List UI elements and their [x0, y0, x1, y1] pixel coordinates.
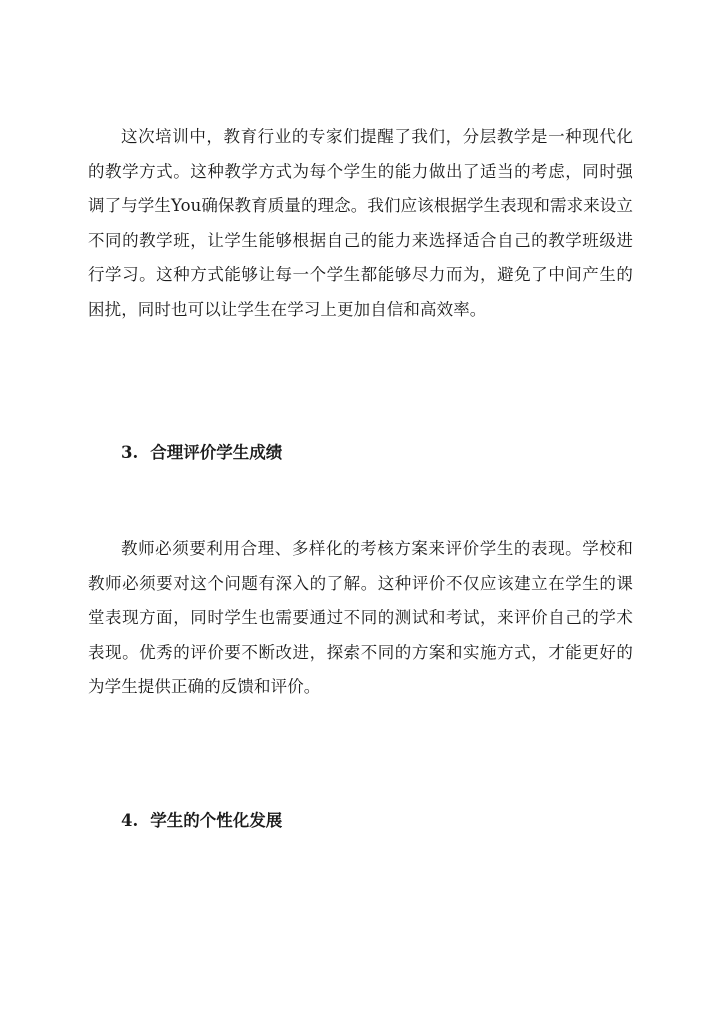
section-title: 合理评价学生成绩 [150, 443, 283, 462]
section-heading [121, 442, 282, 464]
section-number: 3. [121, 443, 139, 462]
body-paragraph: 教师必须要利用合理、多样化的考核方案来评价学生的表现。学校和教师必须要对这个问题有深入的了解。这种评价不仅应该建立在学生的课堂表现方面，同时学生也需要通过不同的测试和考试，来评价自己的学术表现。优秀的评价要不断改进，探索不同的方案和实施方式，才能更好的为学生提供正确的反馈和评价。 [88, 539, 633, 697]
section-heading [121, 810, 282, 832]
section-number: 4. [121, 811, 139, 830]
section-title: 学生的个性化发展 [150, 811, 283, 830]
body-paragraph: 这次培训中，教育行业的专家们提醒了我们，分层教学是一种现代化的教学方式。这种教学方式为每个学生的能力做出了适当的考虑，同时强调了与学生You确保教育质量的理念。我们应该根据学生表现和需求来设立不同的教学班，让学生能够根据自己的能力来选择适合自己的教学班级进行学习。这种方式能够让每一个学生都能够尽力而为，避免了中间产生的困扰，同时也可以让学生在学习上更加自信和高效率。 [88, 127, 633, 319]
